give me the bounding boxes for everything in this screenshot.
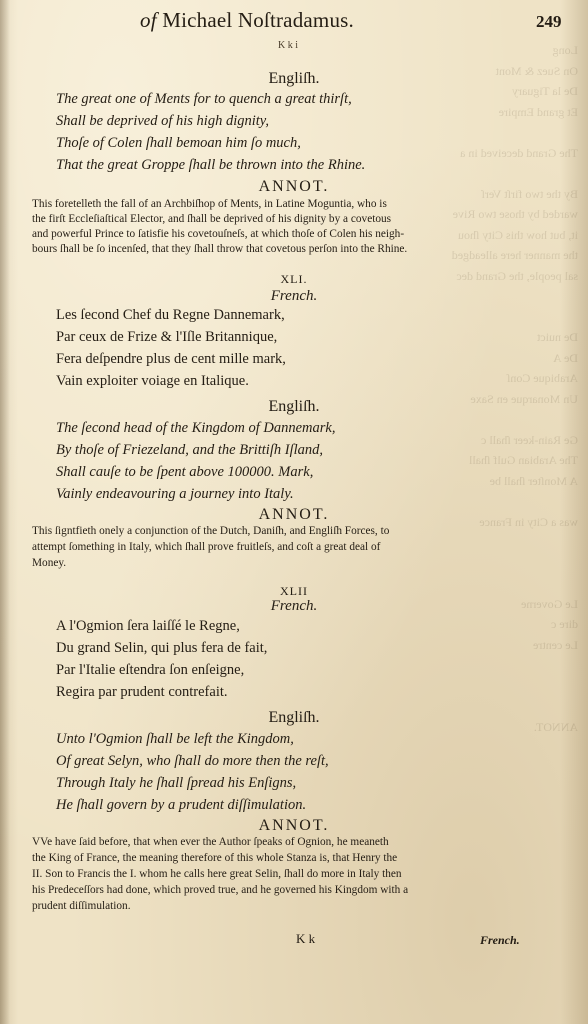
show-through-line [468,655,588,676]
signature-mark: K k [296,931,316,946]
show-through-line: Le Governe [521,596,578,611]
english-heading-40: Engliſh. [268,70,320,87]
verse-line: Through Italy he ſhall ſpread his Enſigns, [56,775,297,791]
verse-line: Vainly endeavouring a journey into Italy. [56,486,294,502]
show-through-line: Le centre [533,637,578,652]
show-through-line: De nuict [537,330,578,344]
catchword: French. [480,933,520,947]
show-through-line: sal people, the Grand dec [456,268,578,283]
annot-heading-40: ANNOT. [258,178,330,195]
running-header [0,4,588,36]
annot-line: bours ſhall be ſo incenſed, that they ſhall throw that covetous perſon into the Rhine. [32,243,408,255]
show-through-line: Ge Rain-keer ſhall c [481,432,578,447]
verse-line: Du grand Selin, qui plus fera de fait, [56,640,268,656]
verse-line: By thoſe of Friezeland, and the Brittiſh Iſland, [56,442,324,458]
annot-line: attempt ſomething in Italy, which ſhall prove fruitleſs, and coſt a great deal of [32,541,381,553]
verse-line: Les ſecond Chef du Regne Dannemark, [56,307,285,323]
verse-line: Regira par prudent contrefait. [56,684,228,700]
show-through-line: The Arabian Gulf ſhall [469,453,578,467]
running-title [140,8,354,33]
annot-heading-42: ANNOT. [258,817,330,834]
annot-line: Money. [32,557,67,569]
verse-line: The great one of Ments for to quench a great thirſt, [56,91,352,107]
quatrain-number-42: XLII [280,584,308,598]
annot-line: and powerful Prince to ſatisfie his covetouſneſs, at which thoſe of Colen his neigh- [32,228,405,240]
show-through-line: The Grand deceived in a [460,145,578,160]
show-through-line: De A [553,350,578,365]
annot-line: II. Son to Francis the I. whom he calls here great Selin, ſhall do more in Italy then [32,868,402,880]
quatrain-number-41: XLI. [280,272,308,286]
annot-line: the firſt Eccleſiaſtical Elector, and ſhall be deprived of his dignity by a covetous [32,213,392,225]
show-through-line [468,307,588,328]
show-through-text [451,40,588,920]
show-through-line: On Suez & Mont [495,63,578,78]
verse-line: The ſecond head of the Kingdom of Dannemark, [56,420,336,436]
verse-line: He ſhall govern by a prudent diſſimulation. [56,797,307,813]
french-heading-41: French. [270,288,318,304]
french-heading-42: French. [270,598,318,614]
annot-line: VVe have ſaid before, that when ever the Author ſpeaks of Ognion, he meaneth [32,836,389,848]
verse-line: Fera deſpendre plus de cent mille mark, [56,351,286,367]
show-through-line: Un Monarque en Saxe [470,391,578,406]
signature-mark-top: K k i [278,40,298,51]
verse-line: Unto l'Ogmion ſhall be left the Kingdom, [56,731,294,747]
annot-line: prudent diſſimulation. [32,900,131,912]
annot-line: This foretelleth the fall of an Archbiſhop of Ments, in Latine Moguntia, who is [32,198,387,210]
title-main: Michael Noſtradamus. [162,8,354,32]
show-through-line: Long [552,43,578,57]
verse-line: Shall be deprived of his high dignity, [56,113,270,129]
show-through-line [468,122,588,143]
show-through-line: ANNOT. [533,719,578,734]
page-number: 249 [536,12,562,31]
verse-line: A l'Ogmion ſera laiſſé le Regne, [56,618,240,634]
show-through-line: the manner here alleadged [451,248,578,262]
title-prefix: of [140,8,157,32]
show-through-line: Et grand Empire [498,104,578,119]
show-through-line: was a City in France [479,514,578,529]
show-through-line: By the two firſt Verſ [481,186,578,201]
show-through-line: De la Tiguary [512,84,578,98]
show-through-line: it, but how this City ſhou [457,227,578,242]
verse-line: Par l'Italie eſtendra ſon enſeigne, [56,662,245,678]
verse-line: Shall cauſe to be ſpent above 100000. Mark, [56,464,314,480]
english-heading-42: Engliſh. [268,709,320,726]
show-through-line: warded by those two Rive [452,207,578,221]
verse-line: Par ceux de Frize & l'Iſle Britannique, [56,329,278,345]
verse-line: Of great Selyn, who ſhall do more then the reſt, [56,753,329,769]
english-heading-41: Engliſh. [268,398,320,415]
annot-heading-41: ANNOT. [258,506,330,523]
annot-line: the King of France, the meaning therefore of this whole Stanza is, that Henry the [32,852,398,864]
show-through-line: dire c [551,617,578,631]
verse-line: That the great Groppe ſhall be thrown into the Rhine. [56,157,366,173]
verse-line: Thoſe of Colen ſhall bemoan him ſo much, [56,135,301,151]
verse-line: Vain exploiter voiage en Italique. [56,373,249,389]
show-through-line: A Monſter ſhall be [489,473,578,488]
show-through-line: Arabique Conſ [507,371,578,385]
annot-line: This ſigntfieth onely a conjunction of the Dutch, Daniſh, and Engliſh Forces, to [32,525,390,537]
show-through-line [468,676,588,697]
annot-line: his Predeceſſors had done, which proved true, and he governed his Kingdom with a [32,884,409,896]
